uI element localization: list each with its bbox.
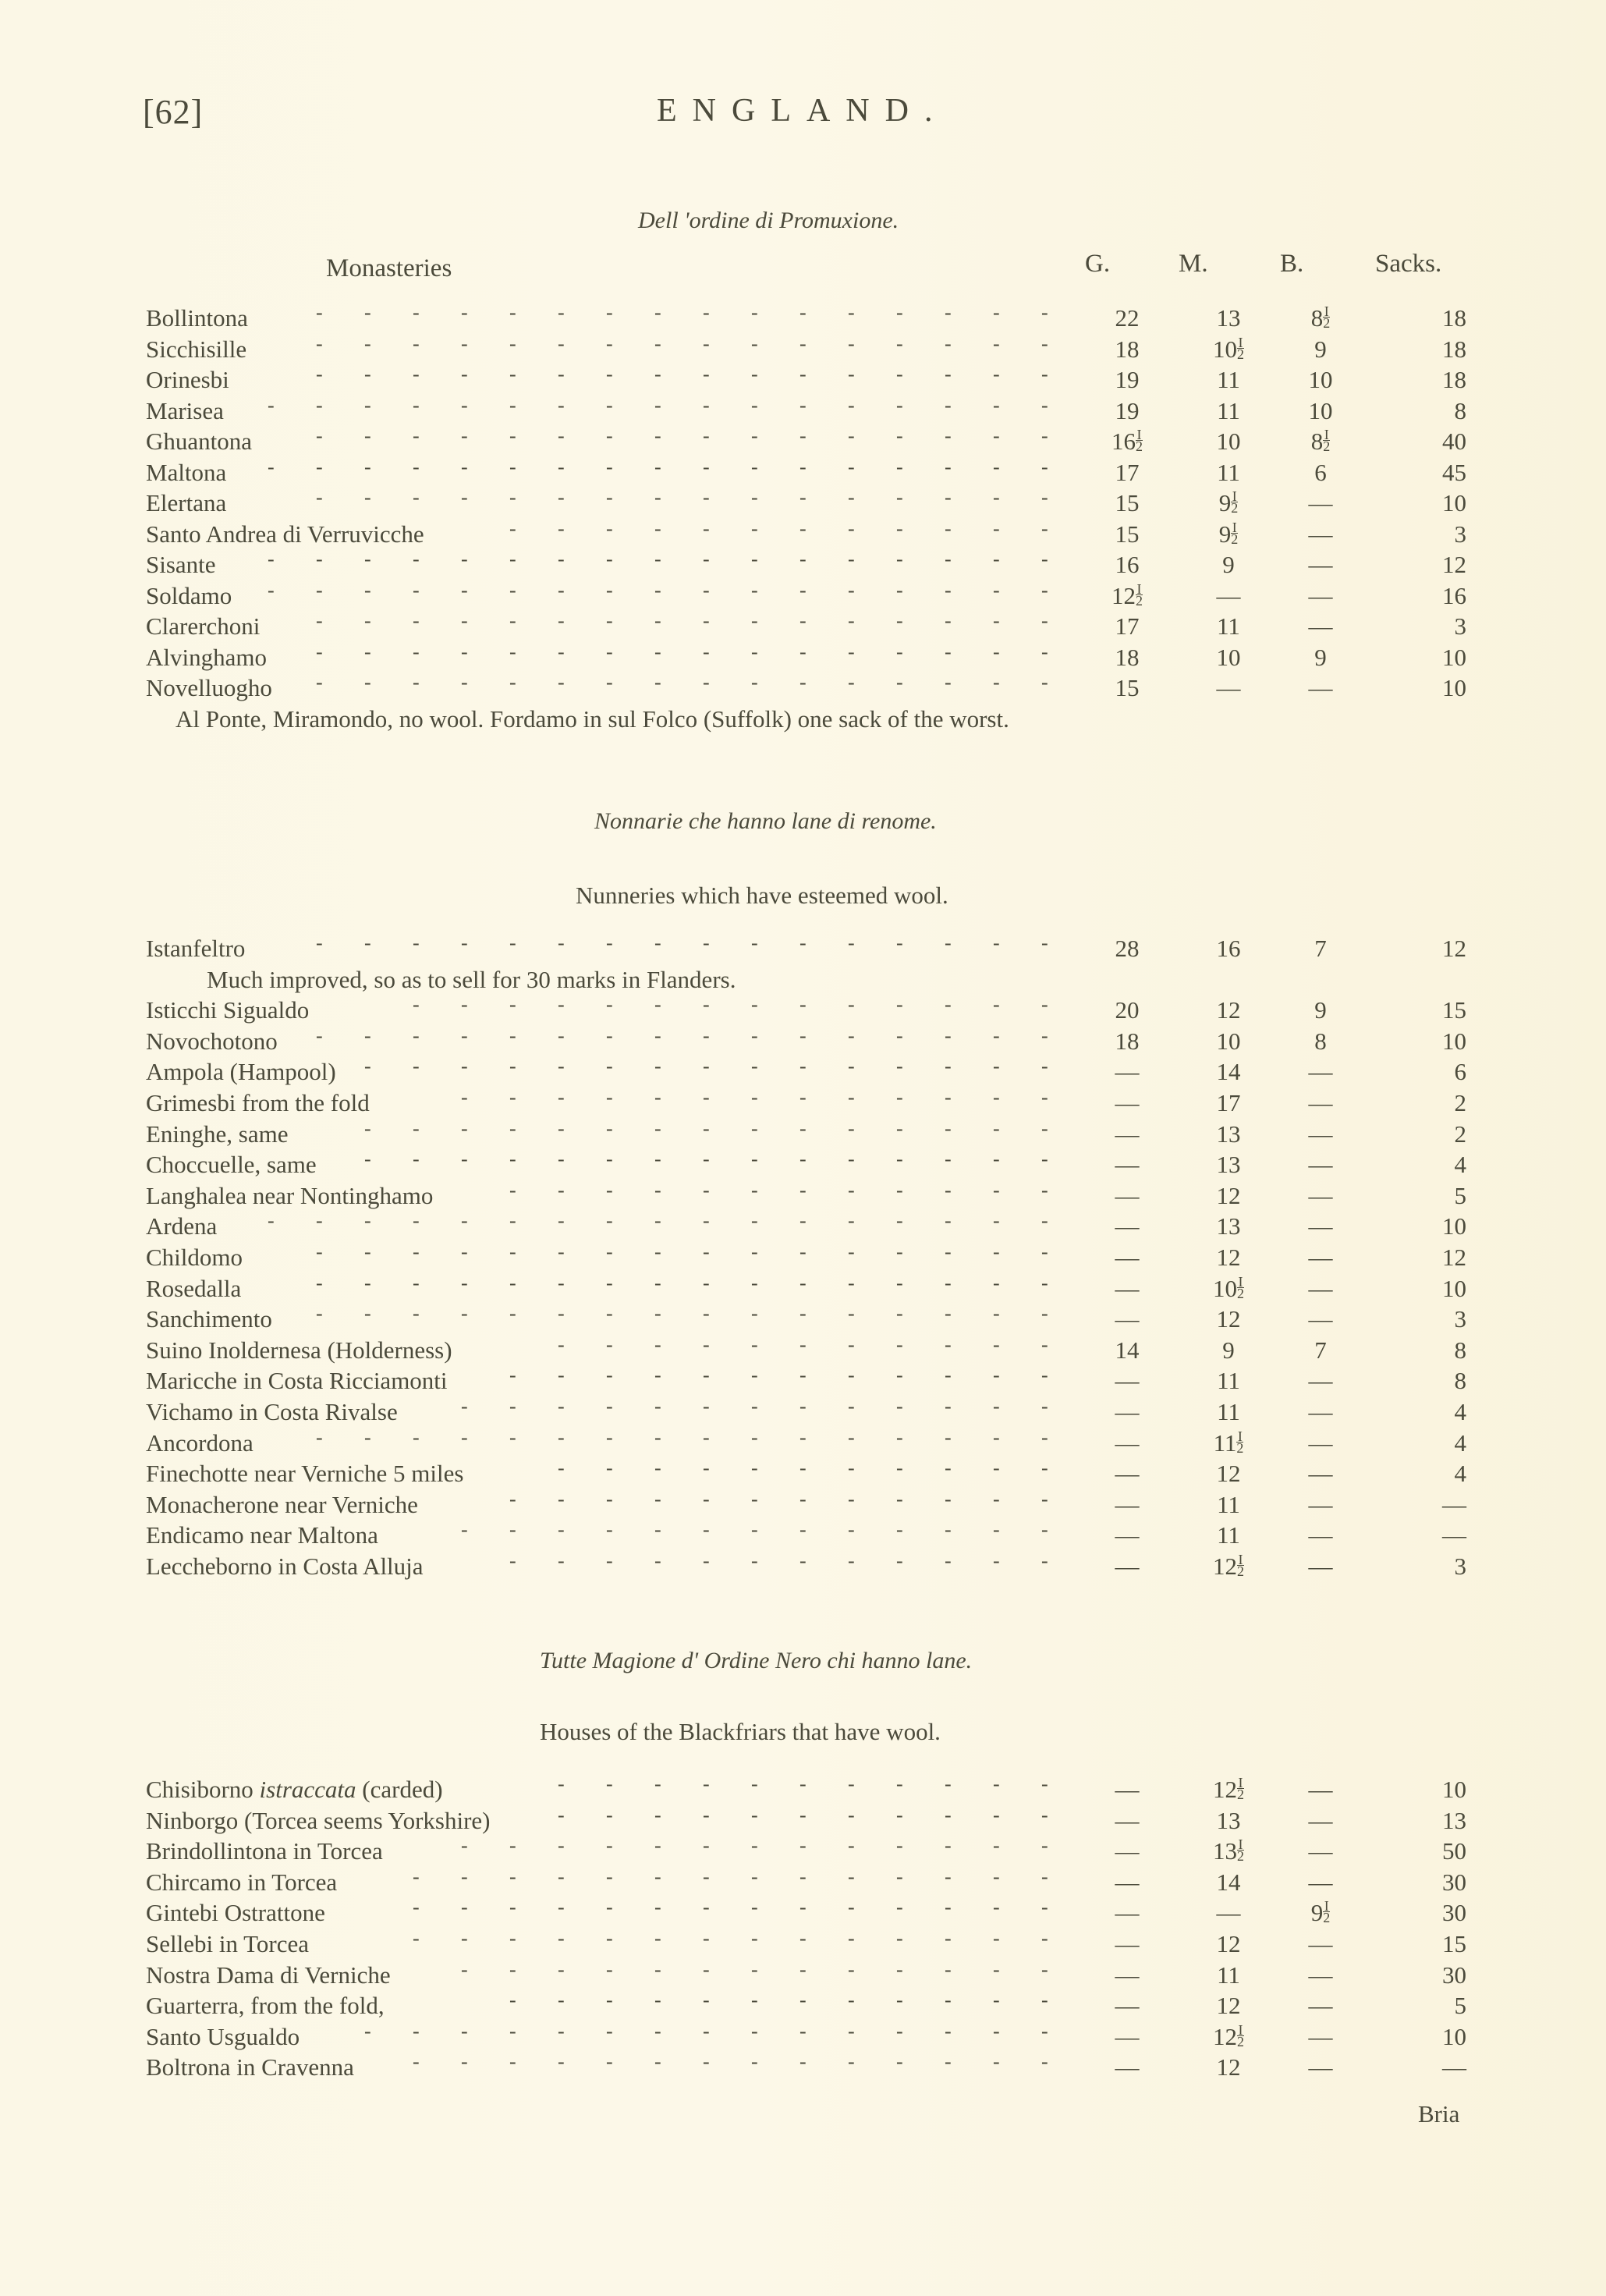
- cell-b: —: [1308, 1181, 1333, 1209]
- cell-sacks: 10: [1442, 1027, 1466, 1055]
- row-name: Sisante: [146, 551, 216, 578]
- cell-sacks: —: [1442, 1521, 1466, 1549]
- cell-b: 9 $\frac{I}{2}$: [1310, 1898, 1331, 1927]
- table-row: Rosedalla - - - - - - - - - - - - - - - - — 10 $\frac{I}{2}$ — 10: [146, 1271, 1466, 1302]
- table-row: Isticchi Sigualdo - - - - - - - - - - - - - - 20 12 9 15: [146, 993, 1466, 1024]
- cell-m: 12: [1216, 1181, 1241, 1209]
- row-name: Endicamo near Maltona: [146, 1521, 378, 1549]
- cell-b: —: [1308, 1367, 1333, 1395]
- row-name: Nostra Dama di Verniche: [146, 1961, 391, 1989]
- cell-m: 16: [1216, 935, 1241, 962]
- cell-m: 10: [1216, 428, 1241, 455]
- cell-b: —: [1308, 1868, 1333, 1896]
- catchword: Bria: [1418, 2100, 1460, 2127]
- cell-sacks: 18: [1442, 304, 1466, 332]
- section-3-english-title: Houses of the Blackfriars that have wool.: [540, 1718, 941, 1745]
- row-name: Rosedalla: [146, 1274, 242, 1302]
- cell-g: —: [1115, 1868, 1140, 1896]
- cell-g: —: [1115, 1806, 1140, 1834]
- cell-b: —: [1308, 1305, 1333, 1333]
- half-fraction: $\frac{I}{2}$: [1237, 2021, 1244, 2049]
- cell-sacks: 18: [1442, 366, 1466, 393]
- table-row: Ninborgo (Torcea seems Yorkshire) - - - - - - - - - - - — 13 — 13: [146, 1803, 1466, 1834]
- table-row: Maricche in Costa Ricciamonti - - - - - - - - - - - - — 11 — 8: [146, 1364, 1466, 1395]
- cell-g: —: [1115, 1521, 1140, 1549]
- cell-sacks: 3: [1454, 612, 1466, 640]
- cell-sacks: 45: [1442, 458, 1466, 486]
- cell-sacks: 10: [1442, 1212, 1466, 1240]
- row-name: Marisea: [146, 396, 224, 424]
- table-row: Childomo - - - - - - - - - - - - - - - - — 12 — 12: [146, 1240, 1466, 1271]
- row-name: Grimesbi from the fold: [146, 1089, 370, 1116]
- running-head: ENGLAND.: [657, 93, 948, 129]
- row-name: Leccheborno in Costa Alluja: [146, 1553, 424, 1580]
- cell-sacks: 10: [1442, 1274, 1466, 1302]
- cell-b: —: [1308, 1151, 1333, 1179]
- cell-g: —: [1115, 1058, 1140, 1086]
- cell-sacks: 10: [1442, 2022, 1466, 2050]
- cell-sacks: 16: [1442, 581, 1466, 609]
- row-name: Guarterra, from the fold,: [146, 1992, 385, 2020]
- cell-sacks: 4: [1454, 1428, 1466, 1457]
- half-fraction: $\frac{I}{2}$: [1237, 1552, 1244, 1579]
- cell-g: 28: [1115, 935, 1140, 962]
- table-row: Ghuantona - - - - - - - - - - - - - - - - 16 $\frac{I}{2}$ 10 8 $\frac{I}{2}$ 40: [146, 424, 1466, 455]
- cell-b: 10: [1308, 366, 1333, 393]
- cell-sacks: 12: [1442, 551, 1466, 578]
- cell-sacks: 5: [1454, 1992, 1466, 2020]
- page-number: [62]: [143, 93, 204, 131]
- cell-g: —: [1115, 1212, 1140, 1240]
- row-name: Boltrona in Cravenna: [146, 2053, 354, 2081]
- cell-b: 6: [1314, 458, 1327, 486]
- row-name: Finechotte near Verniche 5 miles: [146, 1460, 464, 1488]
- cell-b: 10: [1308, 396, 1333, 424]
- column-header-m: M.: [1179, 250, 1208, 278]
- row-name: Vichamo in Costa Rivalse: [146, 1398, 398, 1425]
- cell-b: —: [1308, 520, 1333, 548]
- half-fraction: $\frac{I}{2}$: [1136, 427, 1143, 454]
- table-row: Maltona - - - - - - - - - - - - - - - - - 17 11 6 45: [146, 455, 1466, 486]
- cell-b: —: [1308, 1398, 1333, 1425]
- cell-sacks: 10: [1442, 489, 1466, 516]
- cell-g: 18: [1115, 643, 1140, 671]
- half-fraction: $\frac{I}{2}$: [1237, 1273, 1244, 1301]
- section-2-italian-title: Nonnarie che hanno lane di renome.: [594, 808, 937, 834]
- cell-b: —: [1308, 1490, 1333, 1518]
- table-row: Chircamo in Torcea - - - - - - - - - - - - - - — 14 — 30: [146, 1865, 1466, 1896]
- cell-b: —: [1308, 1120, 1333, 1148]
- row-name: Gintebi Ostrattone: [146, 1899, 325, 1927]
- cell-sacks: 15: [1442, 1930, 1466, 1957]
- cell-sacks: 4: [1454, 1151, 1466, 1179]
- cell-m: 10 $\frac{I}{2}$: [1213, 334, 1244, 363]
- column-header-monasteries: Monasteries: [326, 254, 452, 282]
- table-row: Ancordona - - - - - - - - - - - - - - - - — 11 $\frac{I}{2}$ — 4: [146, 1425, 1466, 1457]
- cell-m: —: [1216, 674, 1241, 701]
- cell-g: —: [1115, 1367, 1140, 1395]
- row-name: Clarerchoni: [146, 612, 261, 640]
- cell-b: —: [1308, 1806, 1333, 1834]
- cell-g: —: [1115, 1305, 1140, 1333]
- cell-m: 11: [1217, 396, 1240, 424]
- row-name: Brindollintona in Torcea: [146, 1837, 383, 1865]
- table-row: Monacherone near Verniche - - - - - - - - - - - - — 11 — —: [146, 1487, 1466, 1518]
- cell-b: —: [1308, 1521, 1333, 1549]
- table-row: Grimesbi from the fold - - - - - - - - - - - - - — 17 — 2: [146, 1086, 1466, 1116]
- cell-m: 13: [1216, 1120, 1241, 1148]
- cell-b: —: [1308, 1837, 1333, 1865]
- cell-b: 8 $\frac{I}{2}$: [1310, 303, 1331, 332]
- cell-m: 12: [1216, 1460, 1241, 1488]
- cell-m: 13: [1216, 1151, 1241, 1179]
- cell-m: 10: [1216, 643, 1241, 671]
- cell-m: 12: [1216, 1992, 1241, 2020]
- cell-sacks: 10: [1442, 674, 1466, 701]
- half-fraction: $\frac{I}{2}$: [1231, 488, 1239, 516]
- cell-g: 15: [1115, 520, 1140, 548]
- cell-m: 12 $\frac{I}{2}$: [1213, 2021, 1244, 2050]
- cell-g: —: [1115, 1089, 1140, 1116]
- cell-b: 9: [1314, 996, 1327, 1024]
- table-row: Clarerchoni - - - - - - - - - - - - - - - - 17 11 — 3: [146, 609, 1466, 640]
- cell-g: 20: [1115, 996, 1140, 1024]
- column-header-b: B.: [1280, 250, 1304, 278]
- row-name: Sanchimento: [146, 1305, 272, 1333]
- cell-b: —: [1308, 2022, 1333, 2050]
- table-row: Gintebi Ostrattone - - - - - - - - - - - - - - — — 9 $\frac{I}{2}$ 30: [146, 1896, 1466, 1927]
- cell-sacks: 13: [1442, 1806, 1466, 1834]
- table-row: Soldamo - - - - - - - - - - - - - - - - - 12 $\frac{I}{2}$ — — 16: [146, 578, 1466, 609]
- row-name: Monacherone near Verniche: [146, 1490, 418, 1518]
- table-row: Choccuelle, same - - - - - - - - - - - - - - - — 13 — 4: [146, 1148, 1466, 1179]
- cell-g: —: [1115, 1961, 1140, 1989]
- table-row: Istanfeltro - - - - - - - - - - - - - - - - 28 16 7 12: [146, 932, 1466, 962]
- cell-g: 19: [1115, 366, 1140, 393]
- cell-m: 9: [1222, 1336, 1235, 1364]
- cell-m: 11: [1217, 1490, 1240, 1518]
- cell-sacks: 30: [1442, 1899, 1466, 1927]
- row-note: Much improved, so as to sell for 30 marks in Flanders.: [207, 965, 736, 993]
- cell-b: —: [1308, 1930, 1333, 1957]
- cell-m: 9: [1222, 551, 1235, 578]
- cell-g: 17: [1115, 612, 1140, 640]
- cell-sacks: —: [1442, 1490, 1466, 1518]
- cell-b: —: [1308, 1428, 1333, 1457]
- cell-sacks: 50: [1442, 1837, 1466, 1865]
- table-row: Finechotte near Verniche 5 miles - - - - - - - - - - - — 12 — 4: [146, 1457, 1466, 1488]
- table-row: Marisea - - - - - - - - - - - - - - - - - 19 11 10 8: [146, 393, 1466, 424]
- cell-g: —: [1115, 1274, 1140, 1302]
- cell-b: —: [1308, 551, 1333, 578]
- cell-b: —: [1308, 489, 1333, 516]
- table-row: Novochotono - - - - - - - - - - - - - - - - 18 10 8 10: [146, 1024, 1466, 1055]
- row-name: Elertana: [146, 489, 227, 516]
- cell-g: 19: [1115, 396, 1140, 424]
- cell-g: —: [1115, 1776, 1140, 1803]
- cell-b: —: [1308, 1274, 1333, 1302]
- row-name: Santo Usgualdo: [146, 2022, 300, 2050]
- cell-sacks: 15: [1442, 996, 1466, 1024]
- table-row: Boltrona in Cravenna - - - - - - - - - - - - - - — 12 — —: [146, 2050, 1466, 2081]
- cell-sacks: 3: [1454, 1305, 1466, 1333]
- cell-m: 13: [1216, 1806, 1241, 1834]
- cell-sacks: 2: [1454, 1120, 1466, 1148]
- row-name: Sicchisille: [146, 335, 247, 363]
- cell-b: —: [1308, 1553, 1333, 1580]
- cell-m: 13: [1216, 304, 1241, 332]
- half-fraction: $\frac{I}{2}$: [1323, 1898, 1331, 1926]
- row-name: Novochotono: [146, 1027, 278, 1055]
- table-row: Chisiborno istraccata (carded) - - - - - - - - - - - — 12 $\frac{I}{2}$ — 10: [146, 1773, 1466, 1803]
- cell-b: 7: [1314, 1336, 1327, 1364]
- column-header-sacks: Sacks.: [1375, 250, 1442, 278]
- cell-m: —: [1216, 1899, 1241, 1927]
- table-row: Orinesbi - - - - - - - - - - - - - - - - 19 11 10 18: [146, 363, 1466, 393]
- row-name: Childomo: [146, 1244, 243, 1271]
- row-name: Novelluogho: [146, 674, 272, 701]
- row-name: Istanfeltro: [146, 935, 246, 962]
- half-fraction: $\frac{I}{2}$: [1323, 427, 1331, 454]
- cell-m: 14: [1216, 1058, 1241, 1086]
- row-name: Ardena: [146, 1212, 218, 1240]
- cell-g: —: [1115, 1398, 1140, 1425]
- cell-g: —: [1115, 1428, 1140, 1457]
- cell-b: 8: [1314, 1027, 1327, 1055]
- cell-m: 10: [1216, 1027, 1241, 1055]
- cell-m: 11: [1217, 458, 1240, 486]
- cell-m: —: [1216, 581, 1241, 609]
- cell-m: 12 $\frac{I}{2}$: [1213, 1775, 1244, 1803]
- row-name: Maltona: [146, 458, 227, 486]
- cell-m: 17: [1216, 1089, 1241, 1116]
- half-fraction: $\frac{I}{2}$: [1237, 1836, 1244, 1865]
- cell-g: 16: [1115, 551, 1140, 578]
- row-name: Sellebi in Torcea: [146, 1930, 310, 1957]
- half-fraction: $\frac{I}{2}$: [1323, 303, 1331, 331]
- row-name: Langhalea near Nontinghamo: [146, 1181, 434, 1209]
- cell-sacks: 12: [1442, 935, 1466, 962]
- cell-m: 9 $\frac{I}{2}$: [1218, 519, 1239, 548]
- table-row: Leccheborno in Costa Alluja - - - - - - - - - - - - — 12 $\frac{I}{2}$ — 3: [146, 1549, 1466, 1580]
- cell-m: 12: [1216, 1305, 1241, 1333]
- row-name: Ninborgo (Torcea seems Yorkshire): [146, 1806, 491, 1834]
- row-name: Isticchi Sigualdo: [146, 996, 310, 1024]
- cell-sacks: 30: [1442, 1961, 1466, 1989]
- cell-g: —: [1115, 2053, 1140, 2081]
- column-header-g: G.: [1085, 250, 1111, 278]
- cell-b: —: [1308, 1776, 1333, 1803]
- table-row: Endicamo near Maltona - - - - - - - - - - - - - — 11 — —: [146, 1518, 1466, 1549]
- cell-g: 18: [1115, 335, 1140, 363]
- cell-b: —: [1308, 1244, 1333, 1271]
- table-row: Guarterra, from the fold, - - - - - - - - - - - - — 12 — 5: [146, 1989, 1466, 2020]
- table-row: Novelluogho - - - - - - - - - - - - - - - - 15 — — 10: [146, 671, 1466, 701]
- cell-sacks: 10: [1442, 1776, 1466, 1803]
- cell-b: —: [1308, 1089, 1333, 1116]
- section-3-italian-title: Tutte Magione d' Ordine Nero chi hanno lane.: [540, 1648, 973, 1673]
- cell-b: —: [1308, 2053, 1333, 2081]
- cell-m: 11: [1217, 1961, 1240, 1989]
- row-name: Maricche in Costa Ricciamonti: [146, 1367, 448, 1395]
- cell-sacks: 40: [1442, 428, 1466, 455]
- table-row: Langhalea near Nontinghamo - - - - - - - - - - - - — 12 — 5: [146, 1178, 1466, 1209]
- cell-m: 12: [1216, 996, 1241, 1024]
- cell-sacks: 3: [1454, 1553, 1466, 1580]
- row-name: Ancordona: [146, 1428, 253, 1457]
- cell-g: 12 $\frac{I}{2}$: [1111, 580, 1143, 609]
- table-row: Ardena - - - - - - - - - - - - - - - - - — 13 — 10: [146, 1209, 1466, 1240]
- cell-g: 16 $\frac{I}{2}$: [1111, 427, 1143, 455]
- cell-b: —: [1308, 1460, 1333, 1488]
- cell-g: 18: [1115, 1027, 1140, 1055]
- row-name: Ghuantona: [146, 428, 253, 455]
- cell-b: —: [1308, 1961, 1333, 1989]
- table-row: Sicchisille - - - - - - - - - - - - - - - - 18 10 $\frac{I}{2}$ 9 18: [146, 332, 1466, 363]
- table-row: Sellebi in Torcea - - - - - - - - - - - - - - — 12 — 15: [146, 1927, 1466, 1957]
- row-name: Choccuelle, same: [146, 1151, 317, 1179]
- section-2-english-title: Nunneries which have esteemed wool.: [576, 882, 948, 909]
- table-row: Bollintona - - - - - - - - - - - - - - - - 22 13 8 $\frac{I}{2}$ 18: [146, 301, 1466, 332]
- half-fraction: $\frac{I}{2}$: [1136, 580, 1143, 609]
- cell-g: —: [1115, 1181, 1140, 1209]
- table-row: Santo Andrea di Verruvicche - - - - - - - - - - - - 15 9 $\frac{I}{2}$ — 3: [146, 516, 1466, 548]
- cell-g: 17: [1115, 458, 1140, 486]
- cell-g: —: [1115, 1460, 1140, 1488]
- cell-b: —: [1308, 1058, 1333, 1086]
- cell-m: 11: [1217, 366, 1240, 393]
- cell-sacks: 6: [1454, 1058, 1466, 1086]
- table-row: Brindollintona in Torcea - - - - - - - - - - - - - — 13 $\frac{I}{2}$ — 50: [146, 1834, 1466, 1865]
- cell-m: 10 $\frac{I}{2}$: [1213, 1273, 1244, 1302]
- half-fraction: $\frac{I}{2}$: [1236, 1428, 1244, 1456]
- cell-b: —: [1308, 1992, 1333, 2020]
- cell-g: —: [1115, 1490, 1140, 1518]
- cell-sacks: 4: [1454, 1460, 1466, 1488]
- cell-b: 9: [1314, 335, 1327, 363]
- cell-g: —: [1115, 1930, 1140, 1957]
- cell-b: —: [1308, 612, 1333, 640]
- cell-sacks: 8: [1454, 396, 1466, 424]
- cell-sacks: 2: [1454, 1089, 1466, 1116]
- cell-m: 11: [1217, 612, 1240, 640]
- cell-sacks: 12: [1442, 1244, 1466, 1271]
- cell-g: 22: [1115, 304, 1140, 332]
- cell-b: 9: [1314, 643, 1327, 671]
- cell-g: —: [1115, 1120, 1140, 1148]
- section-1-italian-title: Dell 'ordine di Promuxione.: [638, 208, 899, 233]
- cell-m: 11: [1217, 1398, 1240, 1425]
- cell-sacks: 18: [1442, 335, 1466, 363]
- cell-g: —: [1115, 1151, 1140, 1179]
- cell-b: —: [1308, 674, 1333, 701]
- cell-g: 15: [1115, 674, 1140, 701]
- row-name: Santo Andrea di Verruvicche: [146, 520, 424, 548]
- cell-sacks: 5: [1454, 1181, 1466, 1209]
- cell-m: 13: [1216, 1212, 1241, 1240]
- table-row: Santo Usgualdo - - - - - - - - - - - - - - - — 12 $\frac{I}{2}$ — 10: [146, 2019, 1466, 2050]
- row-name: Orinesbi: [146, 366, 229, 393]
- half-fraction: $\frac{I}{2}$: [1231, 519, 1239, 547]
- table-row: Sisante - - - - - - - - - - - - - - - - - 16 9 — 12: [146, 548, 1466, 578]
- table-row: Ampola (Hampool) - - - - - - - - - - - - - - - — 14 — 6: [146, 1055, 1466, 1086]
- row-name: Chisiborno istraccata (carded): [146, 1776, 443, 1803]
- section-1-footnote: Al Ponte, Miramondo, no wool. Fordamo in sul Folco (Suffolk) one sack of the worst.: [175, 705, 1009, 733]
- table-row: Sanchimento - - - - - - - - - - - - - - - - — 12 — 3: [146, 1302, 1466, 1333]
- cell-g: 14: [1115, 1336, 1140, 1364]
- cell-b: —: [1308, 1212, 1333, 1240]
- cell-g: —: [1115, 2022, 1140, 2050]
- cell-m: 12: [1216, 2053, 1241, 2081]
- cell-m: 12: [1216, 1244, 1241, 1271]
- row-name: Bollintona: [146, 304, 248, 332]
- half-fraction: $\frac{I}{2}$: [1237, 334, 1244, 362]
- cell-g: —: [1115, 1837, 1140, 1865]
- table-row: Elertana - - - - - - - - - - - - - - - - 15 9 $\frac{I}{2}$ — 10: [146, 486, 1466, 516]
- cell-sacks: 8: [1454, 1336, 1466, 1364]
- cell-sacks: 4: [1454, 1398, 1466, 1425]
- cell-m: 11: [1217, 1521, 1240, 1549]
- cell-m: 11 $\frac{I}{2}$: [1213, 1428, 1244, 1457]
- row-name: Suino Inoldernesa (Holderness): [146, 1336, 452, 1364]
- cell-b: 7: [1314, 935, 1327, 962]
- cell-b: —: [1308, 581, 1333, 609]
- cell-m: 13 $\frac{I}{2}$: [1213, 1836, 1244, 1865]
- cell-sacks: 8: [1454, 1367, 1466, 1395]
- cell-sacks: 3: [1454, 520, 1466, 548]
- cell-g: —: [1115, 1553, 1140, 1580]
- cell-g: —: [1115, 1992, 1140, 2020]
- cell-m: 11: [1217, 1367, 1240, 1395]
- table-row: Alvinghamo - - - - - - - - - - - - - - - - 18 10 9 10: [146, 640, 1466, 671]
- row-name: Ampola (Hampool): [146, 1058, 336, 1086]
- half-fraction: $\frac{I}{2}$: [1237, 1775, 1244, 1802]
- row-name: Soldamo: [146, 581, 232, 609]
- cell-sacks: 10: [1442, 643, 1466, 671]
- table-row: Eninghe, same - - - - - - - - - - - - - - - — 13 — 2: [146, 1116, 1466, 1148]
- cell-m: 12: [1216, 1930, 1241, 1957]
- table-row: Suino Inoldernesa (Holderness) - - - - - - - - - - - 14 9 7 8: [146, 1333, 1466, 1364]
- row-name: Eninghe, same: [146, 1120, 289, 1148]
- cell-g: 15: [1115, 489, 1140, 516]
- table-row: Nostra Dama di Verniche - - - - - - - - - - - - - — 11 — 30: [146, 1957, 1466, 1989]
- row-name-italic: istraccata: [253, 1776, 363, 1803]
- cell-b: 8 $\frac{I}{2}$: [1310, 427, 1331, 455]
- cell-m: 12 $\frac{I}{2}$: [1213, 1552, 1244, 1580]
- table-row: Vichamo in Costa Rivalse - - - - - - - - - - - - - — 11 — 4: [146, 1395, 1466, 1425]
- cell-g: —: [1115, 1244, 1140, 1271]
- row-name: Alvinghamo: [146, 643, 267, 671]
- cell-m: 14: [1216, 1868, 1241, 1896]
- cell-sacks: —: [1442, 2053, 1466, 2081]
- cell-g: —: [1115, 1899, 1140, 1927]
- cell-m: 9 $\frac{I}{2}$: [1218, 488, 1239, 516]
- row-name: Chircamo in Torcea: [146, 1868, 338, 1896]
- cell-sacks: 30: [1442, 1868, 1466, 1896]
